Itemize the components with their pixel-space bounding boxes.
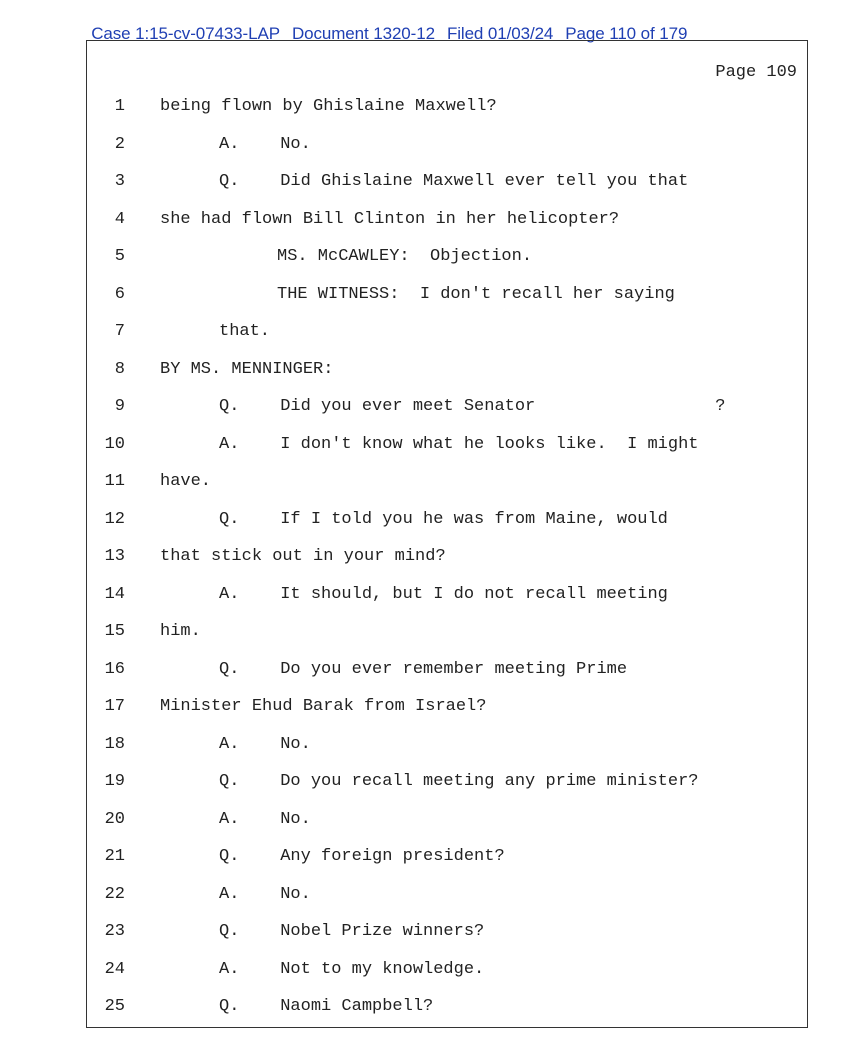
- line-text: THE WITNESS: I don't recall her saying: [277, 285, 675, 304]
- line-text: him.: [160, 622, 201, 641]
- line-number: 21: [104, 847, 125, 866]
- line-number: 10: [104, 435, 125, 454]
- line-number: 11: [104, 472, 125, 491]
- line-number: 23: [104, 922, 125, 941]
- line-number: 14: [104, 585, 125, 604]
- line-text: she had flown Bill Clinton in her helicopter?: [160, 210, 620, 229]
- line-text: MS. McCAWLEY: Objection.: [277, 247, 533, 266]
- document-number: Document 1320-12: [291, 24, 435, 43]
- line-text: have.: [160, 472, 212, 491]
- line-number: 8: [114, 360, 125, 379]
- line-number: 6: [114, 285, 125, 304]
- line-text: being flown by Ghislaine Maxwell?: [160, 97, 497, 116]
- line-number: 15: [104, 622, 125, 641]
- line-number: 4: [114, 210, 125, 229]
- line-number: 22: [104, 885, 125, 904]
- line-text: BY MS. MENNINGER:: [160, 360, 334, 379]
- line-number: 2: [114, 135, 125, 154]
- line-text: Minister Ehud Barak from Israel?: [160, 697, 487, 716]
- transcript-page-label: Page 109: [715, 63, 797, 82]
- line-text: that stick out in your mind?: [160, 547, 446, 566]
- line-text: Q. If I told you he was from Maine, would: [219, 510, 668, 529]
- line-text: [219, 397, 725, 416]
- line-number: 13: [104, 547, 125, 566]
- line-text: Q. Nobel Prize winners?: [219, 922, 485, 941]
- line-text: Q. Do you recall meeting any prime minister?: [219, 772, 699, 791]
- line-number: 1: [114, 97, 125, 116]
- line-number: 5: [114, 247, 125, 266]
- line-text: Q. Any foreign president?: [219, 847, 505, 866]
- line-number: 24: [104, 960, 125, 979]
- line-text: A. No.: [219, 135, 311, 154]
- line-text: A. No.: [219, 735, 311, 754]
- filed-date: Filed 01/03/24: [446, 24, 554, 43]
- line-number: 12: [104, 510, 125, 529]
- line-number: 19: [104, 772, 125, 791]
- line-number: 17: [104, 697, 125, 716]
- line-number: 7: [114, 322, 125, 341]
- case-header: [82, 4, 699, 43]
- line-text: Q. Do you ever remember meeting Prime: [219, 660, 628, 679]
- line-number: 25: [104, 997, 125, 1016]
- line-text: A. It should, but I do not recall meeting: [219, 585, 668, 604]
- line-number: 9: [114, 397, 125, 416]
- line-text-main: Q. Did you ever meet Senator: [219, 397, 536, 416]
- line-text: Q. Did Ghislaine Maxwell ever tell you that: [219, 172, 689, 191]
- line-text: Q. Naomi Campbell?: [219, 997, 434, 1016]
- line-number: 18: [104, 735, 125, 754]
- line-number: 3: [114, 172, 125, 191]
- line-text: A. No.: [219, 885, 311, 904]
- page-count: Page 110 of 179: [565, 24, 688, 43]
- line-text-suffix: ?: [715, 397, 726, 416]
- line-text: A. No.: [219, 810, 311, 829]
- line-text: that.: [219, 322, 271, 341]
- line-number: 20: [104, 810, 125, 829]
- case-number: Case 1:15-cv-07433-LAP: [91, 24, 280, 43]
- line-text: A. I don't know what he looks like. I might: [219, 435, 699, 454]
- line-number: 16: [104, 660, 125, 679]
- transcript-page: [86, 40, 808, 1028]
- line-text: A. Not to my knowledge.: [219, 960, 485, 979]
